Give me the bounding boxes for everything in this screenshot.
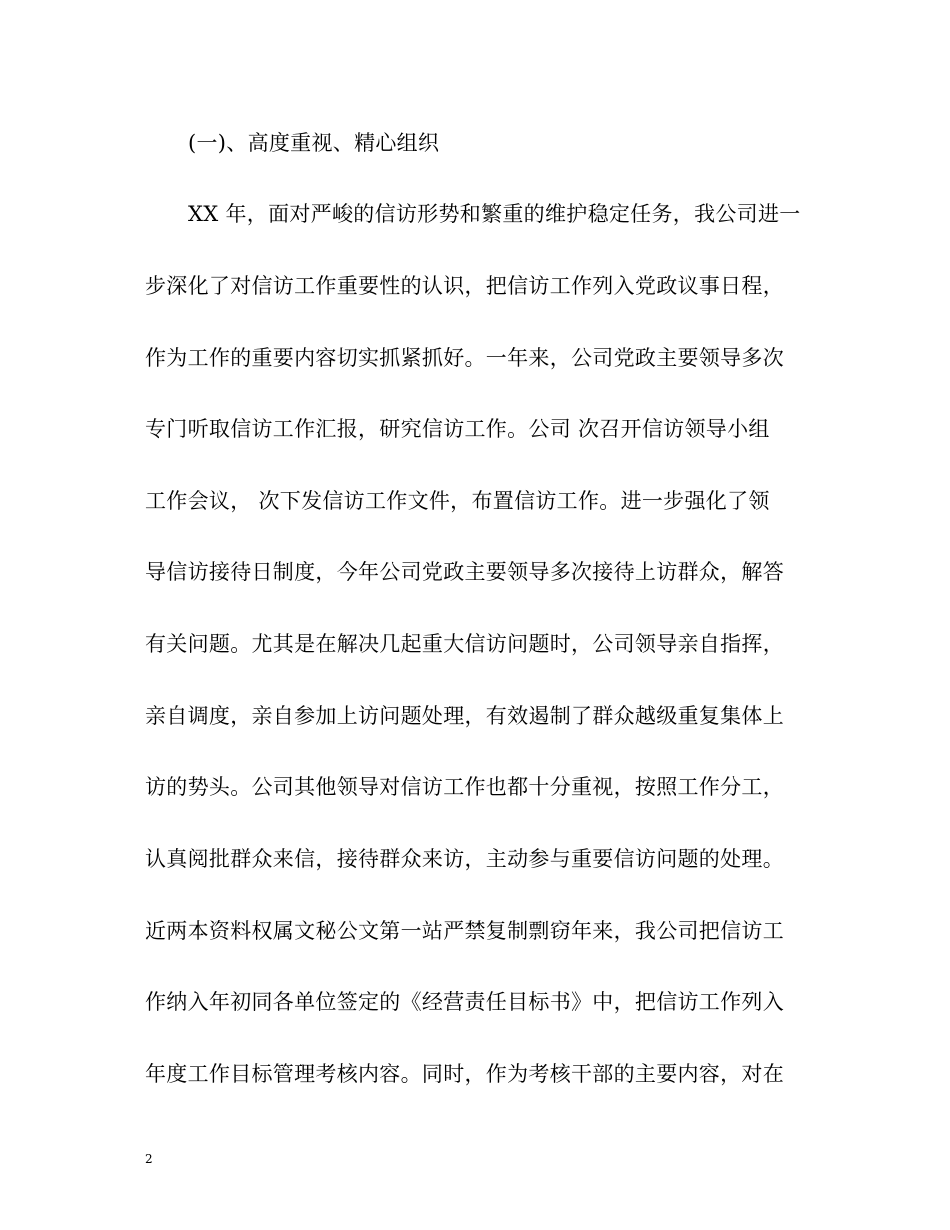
paragraph-line-8: 亲自调度，亲自参加上访问题处理，有效遏制了群众越级重复集体上: [145, 704, 784, 728]
paragraph-line-13: 年度工作目标管理考核内容。同时，作为考核干部的主要内容，对在: [145, 1062, 784, 1086]
paragraph-line-4: 专门听取信访工作汇报，研究信访工作。公司 次召开信访领导小组: [145, 417, 770, 441]
paragraph-line-7: 有关问题。尤其是在解决几起重大信访问题时，公司领导亲自指挥，: [145, 632, 784, 656]
paragraph-line-9: 访的势头。公司其他领导对信访工作也都十分重视，按照工作分工，: [145, 775, 784, 799]
paragraph-line-3: 作为工作的重要内容切实抓紧抓好。一年来，公司党政主要领导多次: [145, 346, 784, 370]
paragraph-line-5: 工作会议， 次下发信访工作文件，布置信访工作。进一步强化了领: [145, 489, 770, 513]
paragraph-line-1: XX 年，面对严峻的信访形势和繁重的维护稳定任务，我公司进一: [188, 202, 801, 226]
paragraph-line-2: 步深化了对信访工作重要性的认识，把信访工作列入党政议事日程，: [145, 274, 784, 298]
paragraph-line-6: 导信访接待日制度，今年公司党政主要领导多次接待上访群众，解答: [145, 560, 784, 584]
page-number: 2: [145, 1152, 153, 1166]
paragraph-line-11: 近两本资料权属文秘公文第一站严禁复制剽窃年来，我公司把信访工: [145, 919, 784, 943]
paragraph-line-10: 认真阅批群众来信，接待群众来访，主动参与重要信访问题的处理。: [145, 847, 784, 871]
section-heading: (一)、高度重视、精心组织: [188, 131, 440, 155]
paragraph-line-12: 作纳入年初同各单位签定的《经营责任目标书》中，把信访工作列入: [145, 990, 784, 1014]
